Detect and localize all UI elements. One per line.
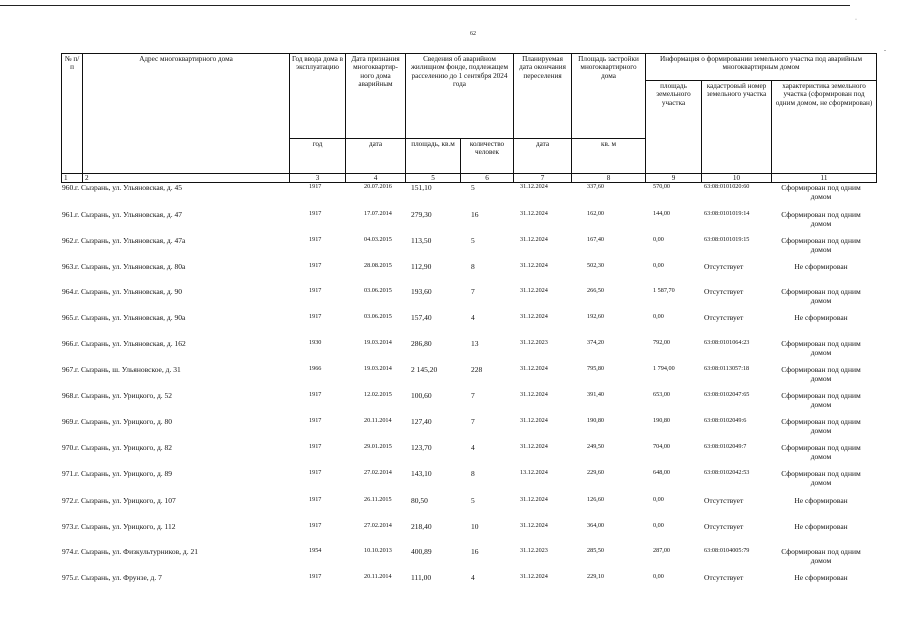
land-area: 704,00: [653, 443, 671, 451]
table-row: [61, 573, 876, 599]
header-emergency: Сведения об аварийном жилищном фонде, подлежащем расселению до 1 сентября 2024 года: [406, 54, 514, 139]
people-count: 4: [471, 443, 475, 453]
people-count: 7: [471, 417, 475, 427]
address: г. Сызрань, ул. Урицкого, д. 112: [75, 522, 176, 532]
land-status: Не сформирован: [794, 496, 848, 506]
emergency-area: 279,30: [411, 210, 432, 220]
planned-date: 31.12.2024: [520, 391, 548, 399]
land-area: 648,00: [653, 469, 671, 477]
colnum: 3: [290, 174, 346, 183]
recognition-date: 29.01.2015: [364, 443, 392, 451]
colnum: 4: [346, 174, 406, 183]
land-status: Сформирован под одним домом: [781, 236, 861, 255]
address: г. Сызрань, ул. Физкультурников, д. 21: [75, 547, 198, 557]
emergency-area: 193,60: [411, 287, 432, 297]
planned-date: 13.12.2024: [520, 469, 548, 477]
header-year: Год ввода дома в эксплуатацию: [290, 54, 346, 139]
people-count: 7: [471, 391, 475, 401]
land-area: 1 587,70: [653, 287, 675, 295]
cadastral-number: 63:08:0101019:15: [704, 236, 750, 244]
unit-date: дата: [346, 139, 406, 174]
address: г. Сызрань, ул. Ульяновская, д. 90а: [75, 313, 186, 323]
land-status: Не сформирован: [794, 313, 848, 323]
land-status: Сформирован под одним домом: [781, 443, 861, 462]
planned-date: 31.12.2024: [520, 417, 548, 425]
header-building-area: Площадь застройки многоквартирного дома: [572, 54, 646, 139]
colnum: 6: [461, 174, 514, 183]
emergency-area: 143,10: [411, 469, 432, 479]
emergency-area: 157,40: [411, 313, 432, 323]
table-row: [61, 547, 876, 573]
land-area: 0,00: [653, 496, 664, 504]
header-planned: Планируемая дата окончания переселения: [514, 54, 572, 139]
emergency-area: 112,90: [411, 262, 432, 272]
row-number: 970.: [62, 443, 76, 453]
year: 1917: [309, 443, 322, 451]
table-header: [61, 53, 877, 183]
address: г. Сызрань, ул. Урицкого, д. 89: [75, 469, 173, 479]
land-status: Сформирован под одним домом: [781, 287, 861, 306]
planned-date: 31.12.2024: [520, 262, 548, 270]
people-count: 5: [471, 496, 475, 506]
header-num: № п/п: [62, 54, 83, 174]
emergency-area: 80,50: [411, 496, 428, 506]
address: г. Сызрань, ул. Урицкого, д. 82: [75, 443, 173, 453]
emergency-area: 286,80: [411, 339, 432, 349]
address: г. Сызрань, ул. Урицкого, д. 107: [75, 496, 176, 506]
colnum: 5: [406, 174, 461, 183]
building-area: 192,60: [587, 313, 605, 321]
building-area: 229,60: [587, 469, 605, 477]
cadastral-number: 63:08:0102042:53: [704, 469, 750, 477]
cadastral-number: Отсутствует: [704, 262, 744, 272]
building-area: 364,00: [587, 522, 605, 530]
address: г. Сызрань, ул. Ульяновская, д. 162: [75, 339, 186, 349]
planned-date: 31.12.2024: [520, 183, 548, 191]
building-area: 374,20: [587, 339, 605, 347]
recognition-date: 03.06.2015: [364, 287, 392, 295]
people-count: 228: [471, 365, 483, 375]
cadastral-number: 63:08:0102047:65: [704, 391, 750, 399]
emergency-area: 218,40: [411, 522, 432, 532]
cadastral-number: 63:08:0101019:14: [704, 210, 750, 218]
header-recognition: Дата признания многоквартир-ного дома аварийным: [346, 54, 406, 139]
recognition-date: 03.06.2015: [364, 313, 392, 321]
recognition-date: 20.11.2014: [364, 573, 392, 581]
address: г. Сызрань, ул. Ульяновская, д. 45: [75, 183, 182, 193]
table-row: [61, 417, 876, 443]
land-status: Сформирован под одним домом: [781, 391, 861, 410]
land-status: Не сформирован: [794, 522, 848, 532]
row-number: 971.: [62, 469, 76, 479]
land-status: Не сформирован: [794, 262, 848, 272]
recognition-date: 19.03.2014: [364, 339, 392, 347]
year: 1917: [309, 236, 322, 244]
page-number: 62: [470, 31, 476, 37]
land-status: Сформирован под одним домом: [781, 183, 861, 202]
unit-year: год: [290, 139, 346, 174]
address: г. Сызрань, ул. Урицкого, д. 80: [75, 417, 173, 427]
people-count: 4: [471, 313, 475, 323]
emergency-area: 113,50: [411, 236, 432, 246]
table-row: [61, 183, 876, 209]
row-number: 973.: [62, 522, 76, 532]
recognition-date: 10.10.2013: [364, 547, 392, 555]
planned-date: 31.12.2024: [520, 573, 548, 581]
address: г. Сызрань, ул. Ульяновская, д. 90: [75, 287, 182, 297]
cadastral-number: Отсутствует: [704, 496, 744, 506]
people-count: 8: [471, 262, 475, 272]
building-area: 337,60: [587, 183, 605, 191]
recognition-date: 04.03.2015: [364, 236, 392, 244]
address: г. Сызрань, ш. Ульяновское, д. 31: [75, 365, 181, 375]
row-number: 965.: [62, 313, 76, 323]
colnum: 10: [702, 174, 772, 183]
row-number: 960.: [62, 183, 76, 193]
cadastral-number: Отсутствует: [704, 522, 744, 532]
cadastral-number: Отсутствует: [704, 287, 744, 297]
table-row: [61, 287, 876, 313]
people-count: 16: [471, 210, 479, 220]
cadastral-number: 63:08:0104005:79: [704, 547, 750, 555]
land-status: Сформирован под одним домом: [781, 339, 861, 358]
table-row: [61, 262, 876, 288]
planned-date: 31.12.2024: [520, 496, 548, 504]
people-count: 7: [471, 287, 475, 297]
unit-people: количество человек: [461, 139, 514, 174]
top-rule: [0, 5, 850, 6]
building-area: 229,10: [587, 573, 605, 581]
header-land-area: площадь земельного участка: [646, 81, 702, 174]
recognition-date: 17.07.2014: [364, 210, 392, 218]
unit-sqm: кв. м: [572, 139, 646, 174]
colnum: 1: [62, 174, 83, 183]
land-status: Сформирован под одним домом: [781, 210, 861, 229]
address: г. Сызрань, ул. Ульяновская, д. 80а: [75, 262, 186, 272]
building-area: 502,30: [587, 262, 605, 270]
people-count: 13: [471, 339, 479, 349]
colnum: 7: [514, 174, 572, 183]
colnum: 9: [646, 174, 702, 183]
land-area: 653,00: [653, 391, 671, 399]
emergency-area: 400,89: [411, 547, 432, 557]
row-number: 963.: [62, 262, 76, 272]
cadastral-number: Отсутствует: [704, 313, 744, 323]
land-area: 190,80: [653, 417, 671, 425]
year: 1954: [309, 547, 322, 555]
row-number: 968.: [62, 391, 76, 401]
planned-date: 31.12.2023: [520, 547, 548, 555]
recognition-date: 19.03.2014: [364, 365, 392, 373]
table-row: [61, 210, 876, 236]
planned-date: 31.12.2024: [520, 287, 548, 295]
cadastral-number: 63:08:0113057:18: [704, 365, 750, 373]
row-number: 969.: [62, 417, 76, 427]
colnum: 11: [772, 174, 877, 183]
planned-date: 31.12.2024: [520, 236, 548, 244]
table-row: [61, 469, 876, 495]
header-characteristic: характеристика земельного участка (сформирован под одним домом, не сформирован): [772, 81, 877, 174]
land-status: Сформирован под одним домом: [781, 547, 861, 566]
year: 1917: [309, 313, 322, 321]
header-land-info: Информация о формировании земельного участка под аварийным многоквартирным домом: [646, 54, 877, 81]
year: 1917: [309, 417, 322, 425]
land-area: 0,00: [653, 573, 664, 581]
recognition-date: 20.11.2014: [364, 417, 392, 425]
people-count: 8: [471, 469, 475, 479]
row-number: 964.: [62, 287, 76, 297]
header-cadastral: кадастровый номер земельного участка: [702, 81, 772, 174]
colnum: 2: [83, 174, 290, 183]
address: г. Сызрань, ул. Урицкого, д. 52: [75, 391, 173, 401]
land-area: 0,00: [653, 236, 664, 244]
row-number: 975.: [62, 573, 76, 583]
building-area: 249,50: [587, 443, 605, 451]
planned-date: 31.12.2024: [520, 522, 548, 530]
recognition-date: 12.02.2015: [364, 391, 392, 399]
year: 1917: [309, 522, 322, 530]
recognition-date: 28.08.2015: [364, 262, 392, 270]
planned-date: 31.12.2024: [520, 443, 548, 451]
land-status: Сформирован под одним домом: [781, 469, 861, 488]
land-area: 0,00: [653, 313, 664, 321]
land-area: 792,00: [653, 339, 671, 347]
unit-date2: дата: [514, 139, 572, 174]
address: г. Сызрань, ул. Ульяновская, д. 47а: [75, 236, 186, 246]
unit-area: площадь, кв.м: [406, 139, 461, 174]
table-row: [61, 313, 876, 339]
year: 1917: [309, 496, 322, 504]
scan-mark: -: [884, 48, 886, 54]
emergency-area: 151,10: [411, 183, 432, 193]
year: 1917: [309, 573, 322, 581]
land-area: 0,00: [653, 262, 664, 270]
building-area: 285,50: [587, 547, 605, 555]
building-area: 391,40: [587, 391, 605, 399]
year: 1917: [309, 183, 322, 191]
building-area: 795,80: [587, 365, 605, 373]
emergency-area: 127,40: [411, 417, 432, 427]
land-area: 1 794,00: [653, 365, 675, 373]
table-row: [61, 391, 876, 417]
table-row: [61, 365, 876, 391]
building-area: 167,40: [587, 236, 605, 244]
row-number: 967.: [62, 365, 76, 375]
people-count: 10: [471, 522, 479, 532]
land-area: 144,00: [653, 210, 671, 218]
header-address: Адрес многоквартирного дома: [83, 54, 290, 174]
year: 1917: [309, 469, 322, 477]
planned-date: 31.12.2024: [520, 210, 548, 218]
year: 1917: [309, 391, 322, 399]
emergency-area: 111,00: [411, 573, 432, 583]
table-row: [61, 339, 876, 365]
building-area: 162,00: [587, 210, 605, 218]
year: 1966: [309, 365, 322, 373]
emergency-area: 123,70: [411, 443, 432, 453]
building-area: 190,80: [587, 417, 605, 425]
table-row: [61, 443, 876, 469]
cadastral-number: 63:08:0101020:60: [704, 183, 750, 191]
planned-date: 31.12.2023: [520, 339, 548, 347]
table-row: [61, 236, 876, 262]
planned-date: 31.12.2024: [520, 365, 548, 373]
year: 1917: [309, 287, 322, 295]
land-area: 287,00: [653, 547, 671, 555]
scan-mark: ·: [855, 17, 857, 23]
building-area: 266,50: [587, 287, 605, 295]
row-number: 972.: [62, 496, 76, 506]
table-row: [61, 522, 876, 548]
address: г. Сызрань, ул. Фрунзе, д. 7: [75, 573, 162, 583]
people-count: 16: [471, 547, 479, 557]
address: г. Сызрань, ул. Ульяновская, д. 47: [75, 210, 182, 220]
planned-date: 31.12.2024: [520, 313, 548, 321]
recognition-date: 26.11.2015: [364, 496, 392, 504]
cadastral-number: 63:08:0102049:7: [704, 443, 747, 451]
building-area: 126,60: [587, 496, 605, 504]
people-count: 5: [471, 236, 475, 246]
recognition-date: 27.02.2014: [364, 469, 392, 477]
row-number: 966.: [62, 339, 76, 349]
housing-table: [61, 53, 876, 583]
people-count: 4: [471, 573, 475, 583]
cadastral-number: Отсутствует: [704, 573, 744, 583]
land-area: 0,00: [653, 522, 664, 530]
year: 1930: [309, 339, 322, 347]
recognition-date: 27.02.2014: [364, 522, 392, 530]
recognition-date: 20.07.2016: [364, 183, 392, 191]
table-row: [61, 496, 876, 522]
cadastral-number: 63:08:0101064:23: [704, 339, 750, 347]
land-status: Сформирован под одним домом: [781, 417, 861, 436]
land-status: Сформирован под одним домом: [781, 365, 861, 384]
land-status: Не сформирован: [794, 573, 848, 583]
emergency-area: 100,60: [411, 391, 432, 401]
people-count: 5: [471, 183, 475, 193]
cadastral-number: 63:08:0102049:6: [704, 417, 747, 425]
emergency-area: 2 145,20: [411, 365, 438, 375]
year: 1917: [309, 210, 322, 218]
row-number: 961.: [62, 210, 76, 220]
land-area: 570,00: [653, 183, 671, 191]
year: 1917: [309, 262, 322, 270]
row-number: 974.: [62, 547, 76, 557]
colnum: 8: [572, 174, 646, 183]
row-number: 962.: [62, 236, 76, 246]
